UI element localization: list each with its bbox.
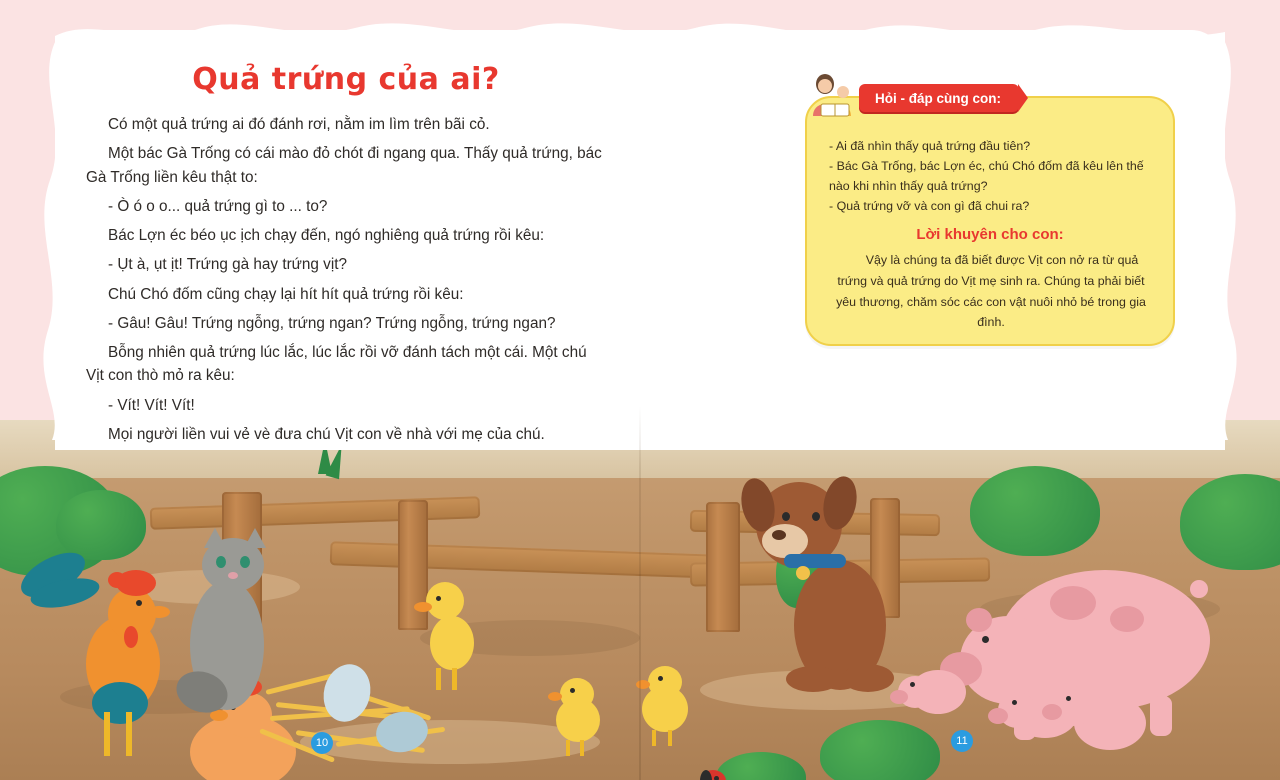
bush [1180, 474, 1280, 570]
duckling-head [426, 582, 464, 620]
page-number-left: 10 [311, 732, 333, 754]
piglet-snout [890, 690, 908, 704]
rooster-comb [108, 572, 126, 588]
fence-rail [150, 496, 481, 530]
qa-question-item: - Bác Gà Trống, bác Lợn éc, chú Chó đốm đã kêu lên thế nào khi nhìn thấy quả trứng? [829, 159, 1144, 194]
piglet-snout [988, 708, 1008, 724]
story-paragraph: - Vít! Vít! Vít! [108, 396, 195, 414]
fence-rail [330, 541, 721, 579]
page-number-right: 11 [951, 730, 973, 752]
chick-head [560, 678, 594, 710]
bush [56, 490, 146, 560]
cat-ear [204, 528, 226, 548]
ladybug-spot [714, 776, 719, 780]
duckling-leg [452, 668, 457, 690]
story-body [86, 113, 606, 446]
qa-advice-text: Vậy là chúng ta đã biết được Vịt con nở ra từ quả trứng và quả trứng do Vịt mẹ sinh ra. Chúng ta phải biết yêu thương, chăm sóc các con vật nuôi nhỏ bé trong gia đình. [836, 253, 1146, 330]
cat-eye [216, 556, 226, 568]
parent-and-child-reading-icon [805, 70, 863, 118]
pig-tail [1190, 580, 1208, 598]
rooster-wattle [124, 626, 138, 648]
story-paragraph: Bác Lợn éc béo ục ịch chạy đến, ngó nghiêng quả trứng rồi kêu: [108, 227, 545, 244]
paper-left-edge [34, 40, 74, 440]
chick-eye [570, 688, 575, 693]
chick-head [648, 666, 682, 698]
duckling-body [430, 616, 474, 670]
rooster-beak [148, 606, 170, 618]
duckling-eye [436, 596, 441, 601]
chick-beak [548, 692, 562, 701]
story-paragraph: - Gâu! Gâu! Trứng ngỗng, trứng ngan? Trứng ngỗng, trứng ngan? [108, 314, 556, 332]
cat-eye [240, 556, 250, 568]
qa-question-item: - Ai đã nhìn thấy quả trứng đầu tiên? [829, 139, 1031, 153]
rooster-eye [136, 600, 142, 606]
pig-leg [1150, 696, 1172, 736]
dog-paw [842, 664, 894, 692]
pig-eye [982, 636, 989, 643]
book-spine [639, 0, 641, 780]
qa-ribbon [859, 84, 1019, 112]
pig-ear [966, 608, 992, 632]
chick-leg [668, 730, 672, 746]
rooster-leg [104, 712, 110, 756]
dog-collar [784, 554, 846, 568]
pig-spot [1110, 606, 1144, 632]
dog-eye [812, 512, 820, 521]
qa-box [805, 90, 1175, 346]
rooster-leg [126, 712, 132, 756]
piglet-eye [1012, 700, 1017, 705]
paper-right-edge [1206, 40, 1246, 440]
dog-nose [772, 530, 786, 540]
bush [716, 752, 806, 780]
bush [970, 466, 1100, 556]
qa-question-list [829, 136, 1153, 216]
story-paragraph: Bỗng nhiên quả trứng lúc lắc, lúc lắc rồi vỡ đánh tách một cái. Một chú Vịt con thò mỏ ra kêu: [86, 344, 587, 385]
cat-nose [228, 572, 238, 579]
story-text-block [86, 62, 606, 452]
pig-spot [1050, 586, 1096, 620]
qa-advice-title: Lời khuyên cho con: [916, 226, 1064, 243]
chick-eye [658, 676, 663, 681]
story-paragraph: Một bác Gà Trống có cái mào đỏ chót đi ngang qua. Thấy quả trứng, bác Gà Trống liền kêu thật to: [86, 145, 602, 186]
piglet-eye [1066, 696, 1071, 701]
story-paragraph: - Ụt à, ụt ịt! Trứng gà hay trứng vịt? [108, 256, 347, 274]
dog-collar-tag [796, 566, 810, 580]
story-paragraph: Chú Chó đốm cũng chạy lại hít hít quả trứng rồi kêu: [108, 285, 464, 303]
chick-leg [580, 740, 584, 756]
rooster-wing [92, 682, 148, 724]
story-paragraph: Mọi người liền vui vẻ vè đưa chú Vịt con về nhà với mẹ của chú. [108, 425, 545, 443]
piglet-eye [910, 682, 915, 687]
chick-leg [652, 730, 656, 746]
cat-ear [244, 528, 266, 548]
page-title: Quả trứng của ai? [192, 62, 500, 97]
piglet-snout [1042, 704, 1062, 720]
dog-eye [782, 512, 790, 521]
story-paragraph: - Ò ó o o... quả trứng gì to ... to? [108, 197, 328, 215]
story-paragraph: Có một quả trứng ai đó đánh rơi, nằm im lìm trên bãi cỏ. [108, 116, 490, 133]
dog-muzzle [762, 524, 808, 558]
duckling-beak [414, 602, 432, 612]
dog-paw [786, 666, 840, 692]
qa-ribbon-label: Hỏi - đáp cùng con: [875, 90, 1001, 106]
fence-post [706, 502, 740, 632]
qa-advice-body [833, 250, 1149, 333]
bush [820, 720, 940, 780]
qa-question-item: - Quả trứng vỡ và con gì đã chui ra? [829, 199, 1030, 214]
chick-leg [566, 740, 570, 756]
